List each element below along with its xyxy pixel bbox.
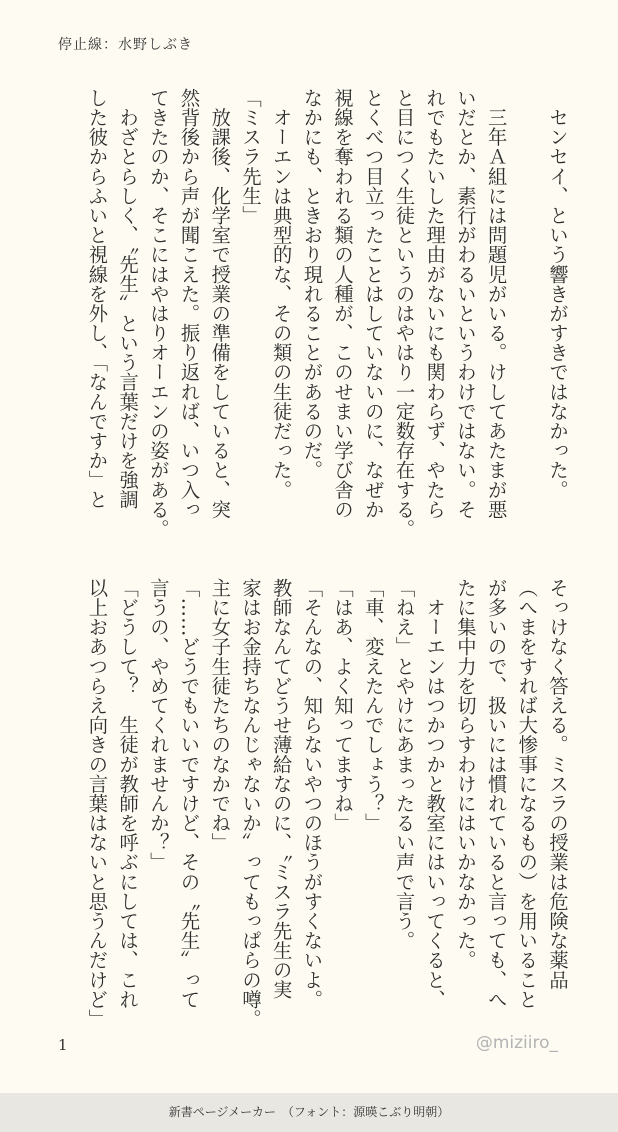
footer-caption: 新書ページメーカー （フォント：源暎こぶり明朝） [168, 1105, 450, 1119]
page-title: 停止線：水野しぶき [58, 37, 193, 53]
text-line: なかにも、ときおり現れることがあるのだ。 [300, 88, 324, 480]
text-line: 以上おあつらえ向きの言葉はないと思うんだけど」 [85, 578, 109, 1029]
text-line: 言うの、やめてくれませんか？」 [146, 578, 170, 872]
text-line: オーエンはつかつかと教室にはいってくると、 [423, 578, 447, 1009]
text-line: 「そんなの、知らないやつのほうがすくないよ。 [300, 578, 324, 1009]
text-line: 家はお金持ちなんじゃないか〟ってもっぱらの噂。 [238, 578, 262, 1029]
text-line: てきたのか、そこにはやはりオーエンの姿がある。 [146, 88, 170, 539]
text-block-upper [52, 88, 572, 539]
text-line: 「ねえ」とやけにあまったるい声で言う。 [392, 578, 416, 951]
text-line: が多いので、扱いには慣れていると言っても、へ [484, 578, 508, 1009]
text-line: した彼からふいと視線を外し、「なんですか」と [85, 88, 109, 510]
text-line: わざとらしく、〝先生〟という言葉だけを強調 [116, 88, 140, 510]
text-line: 視線を奪われる類の人種が、このせまい学び舎の [331, 88, 355, 519]
text-line: センセイ、という響きがすきではなかった。 [546, 88, 569, 500]
text-line: 放課後、化学室で授業の準備をしていると、突 [208, 88, 232, 519]
text-line: 然背後から声が聞こえた。振り返れば、いつ入っ [177, 88, 201, 519]
text-line: 主に女子生徒たちのなかでね」 [208, 578, 232, 853]
text-line: たに集中力を切らすわけにはいかなかった。 [453, 578, 477, 970]
text-line: 「どうして？ 生徒が教師を呼ぶにしては、これ [116, 578, 140, 1009]
text-line: とくべつ目立ったことはしていないのに、なぜか [361, 88, 385, 519]
author-credit: @miziiro_ [475, 1033, 558, 1053]
text-line: 三年Ａ組には問題児がいる。けしてあたまが悪 [484, 88, 508, 519]
text-line: と目につく生徒というのはやはり一定数存在する。 [392, 88, 416, 539]
text-line: 「車、変えたんでしょう？」 [361, 578, 385, 833]
page-number: 1 [58, 1036, 68, 1054]
text-line: 「……どうでもいいですけど、その〝先生〟って [177, 578, 201, 1009]
text-line: （へまをすれば大惨事になるもの）を用いること [515, 578, 539, 1009]
text-line: 「はあ、よく知ってますね」 [331, 578, 355, 833]
text-line: 教師なんてどうせ薄給なのに、〝ミスラ先生の実 [269, 578, 293, 1000]
text-line: 「ミスラ先生」 [238, 88, 262, 226]
text-line: いだとか、素行がわるいというわけではない。そ [453, 88, 477, 519]
text-line [511, 88, 542, 528]
text-line: れでもたいした理由がないにも関わらず、やたら [423, 88, 447, 519]
text-block-lower [52, 578, 572, 1029]
text-line: そっけなく答える。ミスラの授業は危険な薬品 [546, 578, 569, 990]
text-line: オーエンは典型的な、その類の生徒だった。 [269, 88, 293, 500]
